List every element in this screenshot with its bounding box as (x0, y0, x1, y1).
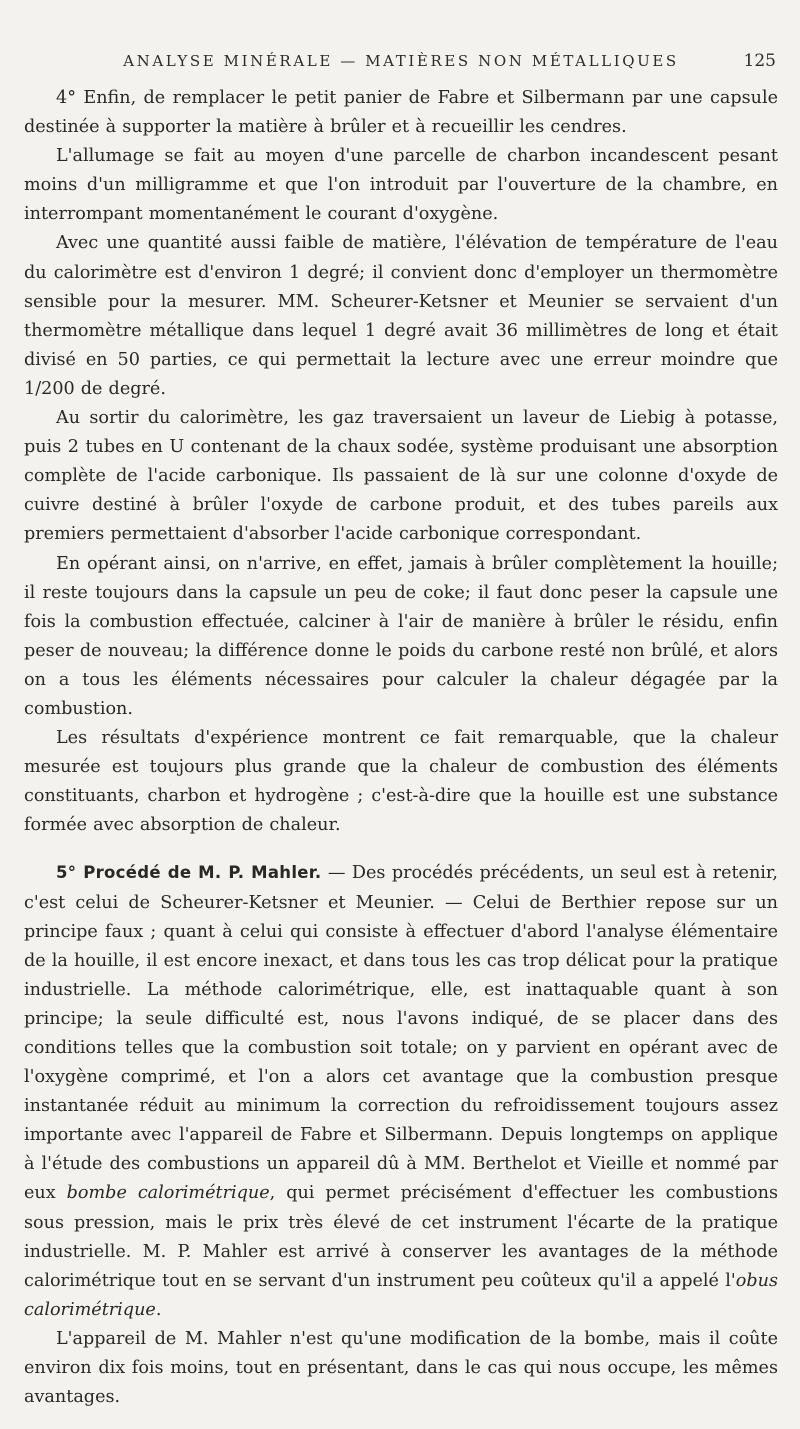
paragraph-appareil-mahler: L'appareil de M. Mahler n'est qu'une modification de la bombe, mais il coûte environ dix fois moins, tout en présentant, dans le cas qui nous occupe, les mêmes avantages. (24, 1328, 778, 1408)
italic-term-bombe: bombe calorimétrique (66, 1183, 270, 1204)
paragraph-allumage: L'allumage se fait au moyen d'une parcelle de charbon incandescent pesant moins d'un milligramme et que l'on introduit par l'ouverture de la chambre, en interrompant momentanément le courant d'oxygène. (24, 146, 778, 225)
running-header (24, 50, 778, 84)
section-text-part-3: . (155, 1299, 162, 1320)
section-text-part-2: , qui permet précisément d'effectuer les combustions sous pression, mais le prix très élevé de cet instrument l'écarte de la pratique industrielle. M. P. Mahler est arrivé à conserver les avantages de la méthode calorimétrique tout en se servant d'un instrument peu coûteux qu'il a appelé l' (24, 1183, 778, 1291)
paragraph-capsule: 4° Enfin, de remplacer le petit panier de Fabre et Silbermann par une capsule destinée à supporter la matière à brûler et à recueillir les cendres. (24, 88, 778, 138)
running-title: ANALYSE MINÉRALE — MATIÈRES NON MÉTALLIQUES (123, 52, 679, 70)
italic-term-obus: obus calorimétrique (24, 1270, 778, 1320)
paragraph-resultats: Les résultats d'expérience montrent ce fait remarquable, que la chaleur mesurée est toujours plus grande que la chaleur de combustion des éléments constituants, charbon et hydrogène ; c'est-à-dire que la houille est une substance formée avec absorption de chaleur. (24, 728, 778, 836)
paragraph-thermometre: Avec une quantité aussi faible de matière, l'élévation de température de l'eau du calorimètre est d'environ 1 degré; il convient donc d'employer un thermomètre sensible pour la mesurer. MM. Scheurer-Ketsner et Meunier se servaient d'un thermomètre métallique dans lequel 1 degré avait 36 millimètres de long et était divisé en 50 parties, ce qui permettait la lecture avec une erreur moindre que 1/200 de degré. (24, 233, 778, 399)
section-heading: 5° Procédé de M. P. Mahler. (56, 863, 322, 883)
section-text-part-1: — Des procédés précédents, un seul est à retenir, c'est celui de Scheurer-Ketsner et Meunier. — Celui de Berthier repose sur un principe faux ; quant à celui qui consiste à effectuer d'abord l'analyse élémentaire de la houille, il est encore inexact, et dans tous les cas trop délicat pour la pratique industrielle. La méthode calorimétrique, elle, est inattaquable quant à son principe; la seule difficulté est, nous l'avons indiqué, de se placer dans des conditions telles que la combustion soit totale; on y parvient en opérant avec de l'oxygène comprimé, et l'on a alors cet avantage que la combustion presque instantanée réduit au minimum la correction du refroidissement toujours assez importante avec l'appareil de Fabre et Silbermann. Depuis longtemps on applique à l'étude des combustions un appareil dû à MM. Berthelot et Vieille et nommé par eux (24, 863, 778, 1204)
body-text (24, 84, 778, 1412)
section-mahler-paragraph (24, 858, 778, 1325)
paragraph-coke: En opérant ainsi, on n'arrive, en effet, jamais à brûler complètement la houille; il reste toujours dans la capsule un peu de coke; il faut donc peser la capsule une fois la combustion effectuée, calciner à l'air de manière à brûler le résidu, enfin peser de nouveau; la différence donne le poids du carbone resté non brûlé, et alors on a tous les éléments nécessaires pour calculer la chaleur dégagée par la combustion. (24, 553, 778, 719)
paragraph-gaz: Au sortir du calorimètre, les gaz traversaient un laveur de Liebig à potasse, puis 2 tubes en U contenant de la chaux sodée, système produisant une absorption complète de l'acide carbonique. Ils passaient de là sur une colonne d'oxyde de cuivre destiné à brûler l'oxyde de carbone produit, et des tubes pareils aux premiers permettaient d'absorber l'acide carbonique correspondant. (24, 408, 778, 545)
page-number: 125 (743, 51, 776, 71)
